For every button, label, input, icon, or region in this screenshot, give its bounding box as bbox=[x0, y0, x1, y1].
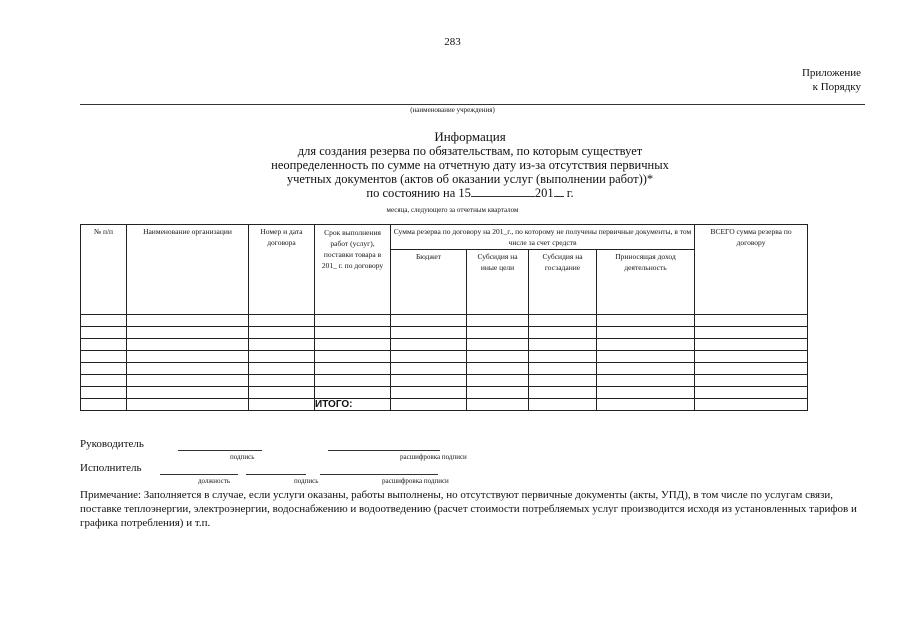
executor-position-line[interactable] bbox=[160, 474, 238, 475]
total-cell[interactable] bbox=[529, 399, 597, 411]
table-cell bbox=[249, 399, 315, 411]
col-header-subsidy-state: Субсидия на госзадание bbox=[529, 250, 597, 315]
table-cell[interactable] bbox=[391, 315, 467, 327]
table-cell[interactable] bbox=[127, 327, 249, 339]
table-cell[interactable] bbox=[467, 339, 529, 351]
table-cell[interactable] bbox=[695, 375, 808, 387]
table-cell[interactable] bbox=[467, 363, 529, 375]
table-cell[interactable] bbox=[391, 375, 467, 387]
table-cell[interactable] bbox=[249, 375, 315, 387]
appendix-line-1: Приложение bbox=[801, 67, 861, 79]
table-cell[interactable] bbox=[597, 327, 695, 339]
year-blank[interactable] bbox=[554, 186, 564, 197]
col-header-term: Срок выполнения работ (услуг), поставки товара в 201_ г. по договору bbox=[315, 225, 391, 315]
heading-line-2: для создания резерва по обязательствам, по которым существует bbox=[297, 144, 643, 158]
table-cell[interactable] bbox=[81, 339, 127, 351]
table-row bbox=[81, 387, 808, 399]
table-cell[interactable] bbox=[81, 387, 127, 399]
table-cell[interactable] bbox=[249, 363, 315, 375]
table-cell[interactable] bbox=[695, 327, 808, 339]
head-sign-caption: подпись bbox=[230, 453, 255, 461]
table-cell[interactable] bbox=[315, 327, 391, 339]
col-header-sum-group: Сумма резерва по договору на 201_г., по которому не получены первичные документы, в том числе за счет средств bbox=[391, 225, 695, 250]
date-year: 201 bbox=[534, 186, 554, 200]
table-cell[interactable] bbox=[249, 339, 315, 351]
table-cell[interactable] bbox=[315, 387, 391, 399]
executor-sign-caption: подпись bbox=[294, 477, 319, 485]
appendix-line-2: к Порядку bbox=[812, 81, 861, 93]
table-row bbox=[81, 363, 808, 375]
head-label: Руководитель bbox=[80, 438, 144, 450]
table-cell[interactable] bbox=[529, 351, 597, 363]
head-decode-line[interactable] bbox=[328, 450, 440, 451]
table-cell[interactable] bbox=[81, 315, 127, 327]
col-header-contract: Номер и дата договора bbox=[249, 225, 315, 315]
reserve-table bbox=[80, 224, 808, 411]
month-blank[interactable] bbox=[471, 186, 535, 197]
period-caption: месяца, следующего за отчетным кварталом bbox=[386, 206, 519, 214]
table-cell[interactable] bbox=[695, 315, 808, 327]
heading-line-4: учетных документов (актов об оказании услуг (выполнении работ))* bbox=[286, 172, 654, 186]
col-header-subsidy-other: Субсидия на иные цели bbox=[467, 250, 529, 315]
table-cell[interactable] bbox=[391, 363, 467, 375]
executor-decode-caption: расшифровка подписи bbox=[382, 477, 449, 485]
report-date-line bbox=[366, 186, 573, 200]
table-cell[interactable] bbox=[529, 363, 597, 375]
table-cell[interactable] bbox=[249, 327, 315, 339]
table-cell[interactable] bbox=[81, 363, 127, 375]
total-label: ИТОГО: bbox=[315, 399, 391, 411]
total-cell[interactable] bbox=[467, 399, 529, 411]
table-cell[interactable] bbox=[315, 363, 391, 375]
table-cell[interactable] bbox=[529, 387, 597, 399]
table-cell bbox=[127, 399, 249, 411]
table-cell[interactable] bbox=[391, 351, 467, 363]
col-header-income: Приносящая доход деятельность bbox=[597, 250, 695, 315]
head-decode-caption: расшифровка подписи bbox=[400, 453, 467, 461]
total-cell[interactable] bbox=[391, 399, 467, 411]
head-signature-line[interactable] bbox=[178, 450, 262, 451]
table-cell[interactable] bbox=[127, 375, 249, 387]
table-cell[interactable] bbox=[81, 327, 127, 339]
table-cell[interactable] bbox=[695, 363, 808, 375]
executor-label: Исполнитель bbox=[80, 462, 142, 474]
heading-line-3: неопределенность по сумме на отчетную дату из-за отсутствия первичных bbox=[271, 158, 669, 172]
total-cell[interactable] bbox=[695, 399, 808, 411]
table-cell[interactable] bbox=[467, 351, 529, 363]
table-cell[interactable] bbox=[467, 375, 529, 387]
table-cell[interactable] bbox=[315, 351, 391, 363]
date-suffix: г. bbox=[566, 186, 574, 200]
table-cell[interactable] bbox=[467, 387, 529, 399]
table-cell[interactable] bbox=[81, 375, 127, 387]
table-cell[interactable] bbox=[529, 375, 597, 387]
table-row bbox=[81, 351, 808, 363]
page-number: 283 bbox=[444, 36, 461, 48]
table-cell[interactable] bbox=[315, 315, 391, 327]
table-cell[interactable] bbox=[127, 315, 249, 327]
table-cell[interactable] bbox=[315, 375, 391, 387]
total-row bbox=[81, 399, 808, 411]
table-row bbox=[81, 315, 808, 327]
table-cell[interactable] bbox=[391, 387, 467, 399]
footnote: Примечание: Заполняется в случае, если услуги оказаны, работы выполнены, но отсутствуют первичные документы (акты, УПД), в том числе по услугам связи, поставке теплоэнергии, электроэнергии, водоснабжению и водоотведению (расчет стоимости потребляемых услуг производится исходя из установленных тарифов и графика потребления) и т.п. bbox=[80, 489, 857, 529]
total-cell[interactable] bbox=[597, 399, 695, 411]
document-title: Информация bbox=[434, 129, 506, 144]
table-cell[interactable] bbox=[315, 339, 391, 351]
table-cell bbox=[81, 399, 127, 411]
col-header-total-reserve: ВСЕГО сумма резерва по договору bbox=[695, 225, 808, 315]
table-cell[interactable] bbox=[249, 351, 315, 363]
table-row bbox=[81, 327, 808, 339]
appendix-label bbox=[802, 66, 861, 94]
table-row bbox=[81, 375, 808, 387]
table-cell[interactable] bbox=[467, 315, 529, 327]
col-header-organization: Наименование организации bbox=[127, 225, 249, 315]
institution-caption: (наименование учреждения) bbox=[410, 106, 495, 114]
table-cell[interactable] bbox=[529, 315, 597, 327]
table-cell[interactable] bbox=[695, 387, 808, 399]
date-prefix: по состоянию на 15 bbox=[366, 186, 471, 200]
table-row bbox=[81, 339, 808, 351]
executor-position-caption: должность bbox=[198, 477, 231, 485]
executor-signature-line[interactable] bbox=[246, 474, 306, 475]
table-cell[interactable] bbox=[249, 387, 315, 399]
table-cell[interactable] bbox=[597, 351, 695, 363]
table-cell[interactable] bbox=[597, 363, 695, 375]
table-cell[interactable] bbox=[695, 339, 808, 351]
table-cell[interactable] bbox=[597, 315, 695, 327]
institution-name-line bbox=[80, 104, 865, 105]
table-cell[interactable] bbox=[597, 375, 695, 387]
table-cell[interactable] bbox=[127, 363, 249, 375]
table-cell[interactable] bbox=[127, 351, 249, 363]
executor-decode-line[interactable] bbox=[320, 474, 438, 475]
table-cell[interactable] bbox=[127, 387, 249, 399]
table-cell[interactable] bbox=[391, 327, 467, 339]
table-cell[interactable] bbox=[695, 351, 808, 363]
table-cell[interactable] bbox=[467, 327, 529, 339]
table-cell[interactable] bbox=[81, 351, 127, 363]
col-header-budget: Бюджет bbox=[391, 250, 467, 315]
table-cell[interactable] bbox=[391, 339, 467, 351]
table-cell[interactable] bbox=[597, 339, 695, 351]
table-cell[interactable] bbox=[597, 387, 695, 399]
table-cell[interactable] bbox=[529, 327, 597, 339]
table-cell[interactable] bbox=[529, 339, 597, 351]
table-cell[interactable] bbox=[127, 339, 249, 351]
table-cell[interactable] bbox=[249, 315, 315, 327]
col-header-num: № п/п bbox=[81, 225, 127, 315]
document-heading bbox=[150, 130, 790, 200]
